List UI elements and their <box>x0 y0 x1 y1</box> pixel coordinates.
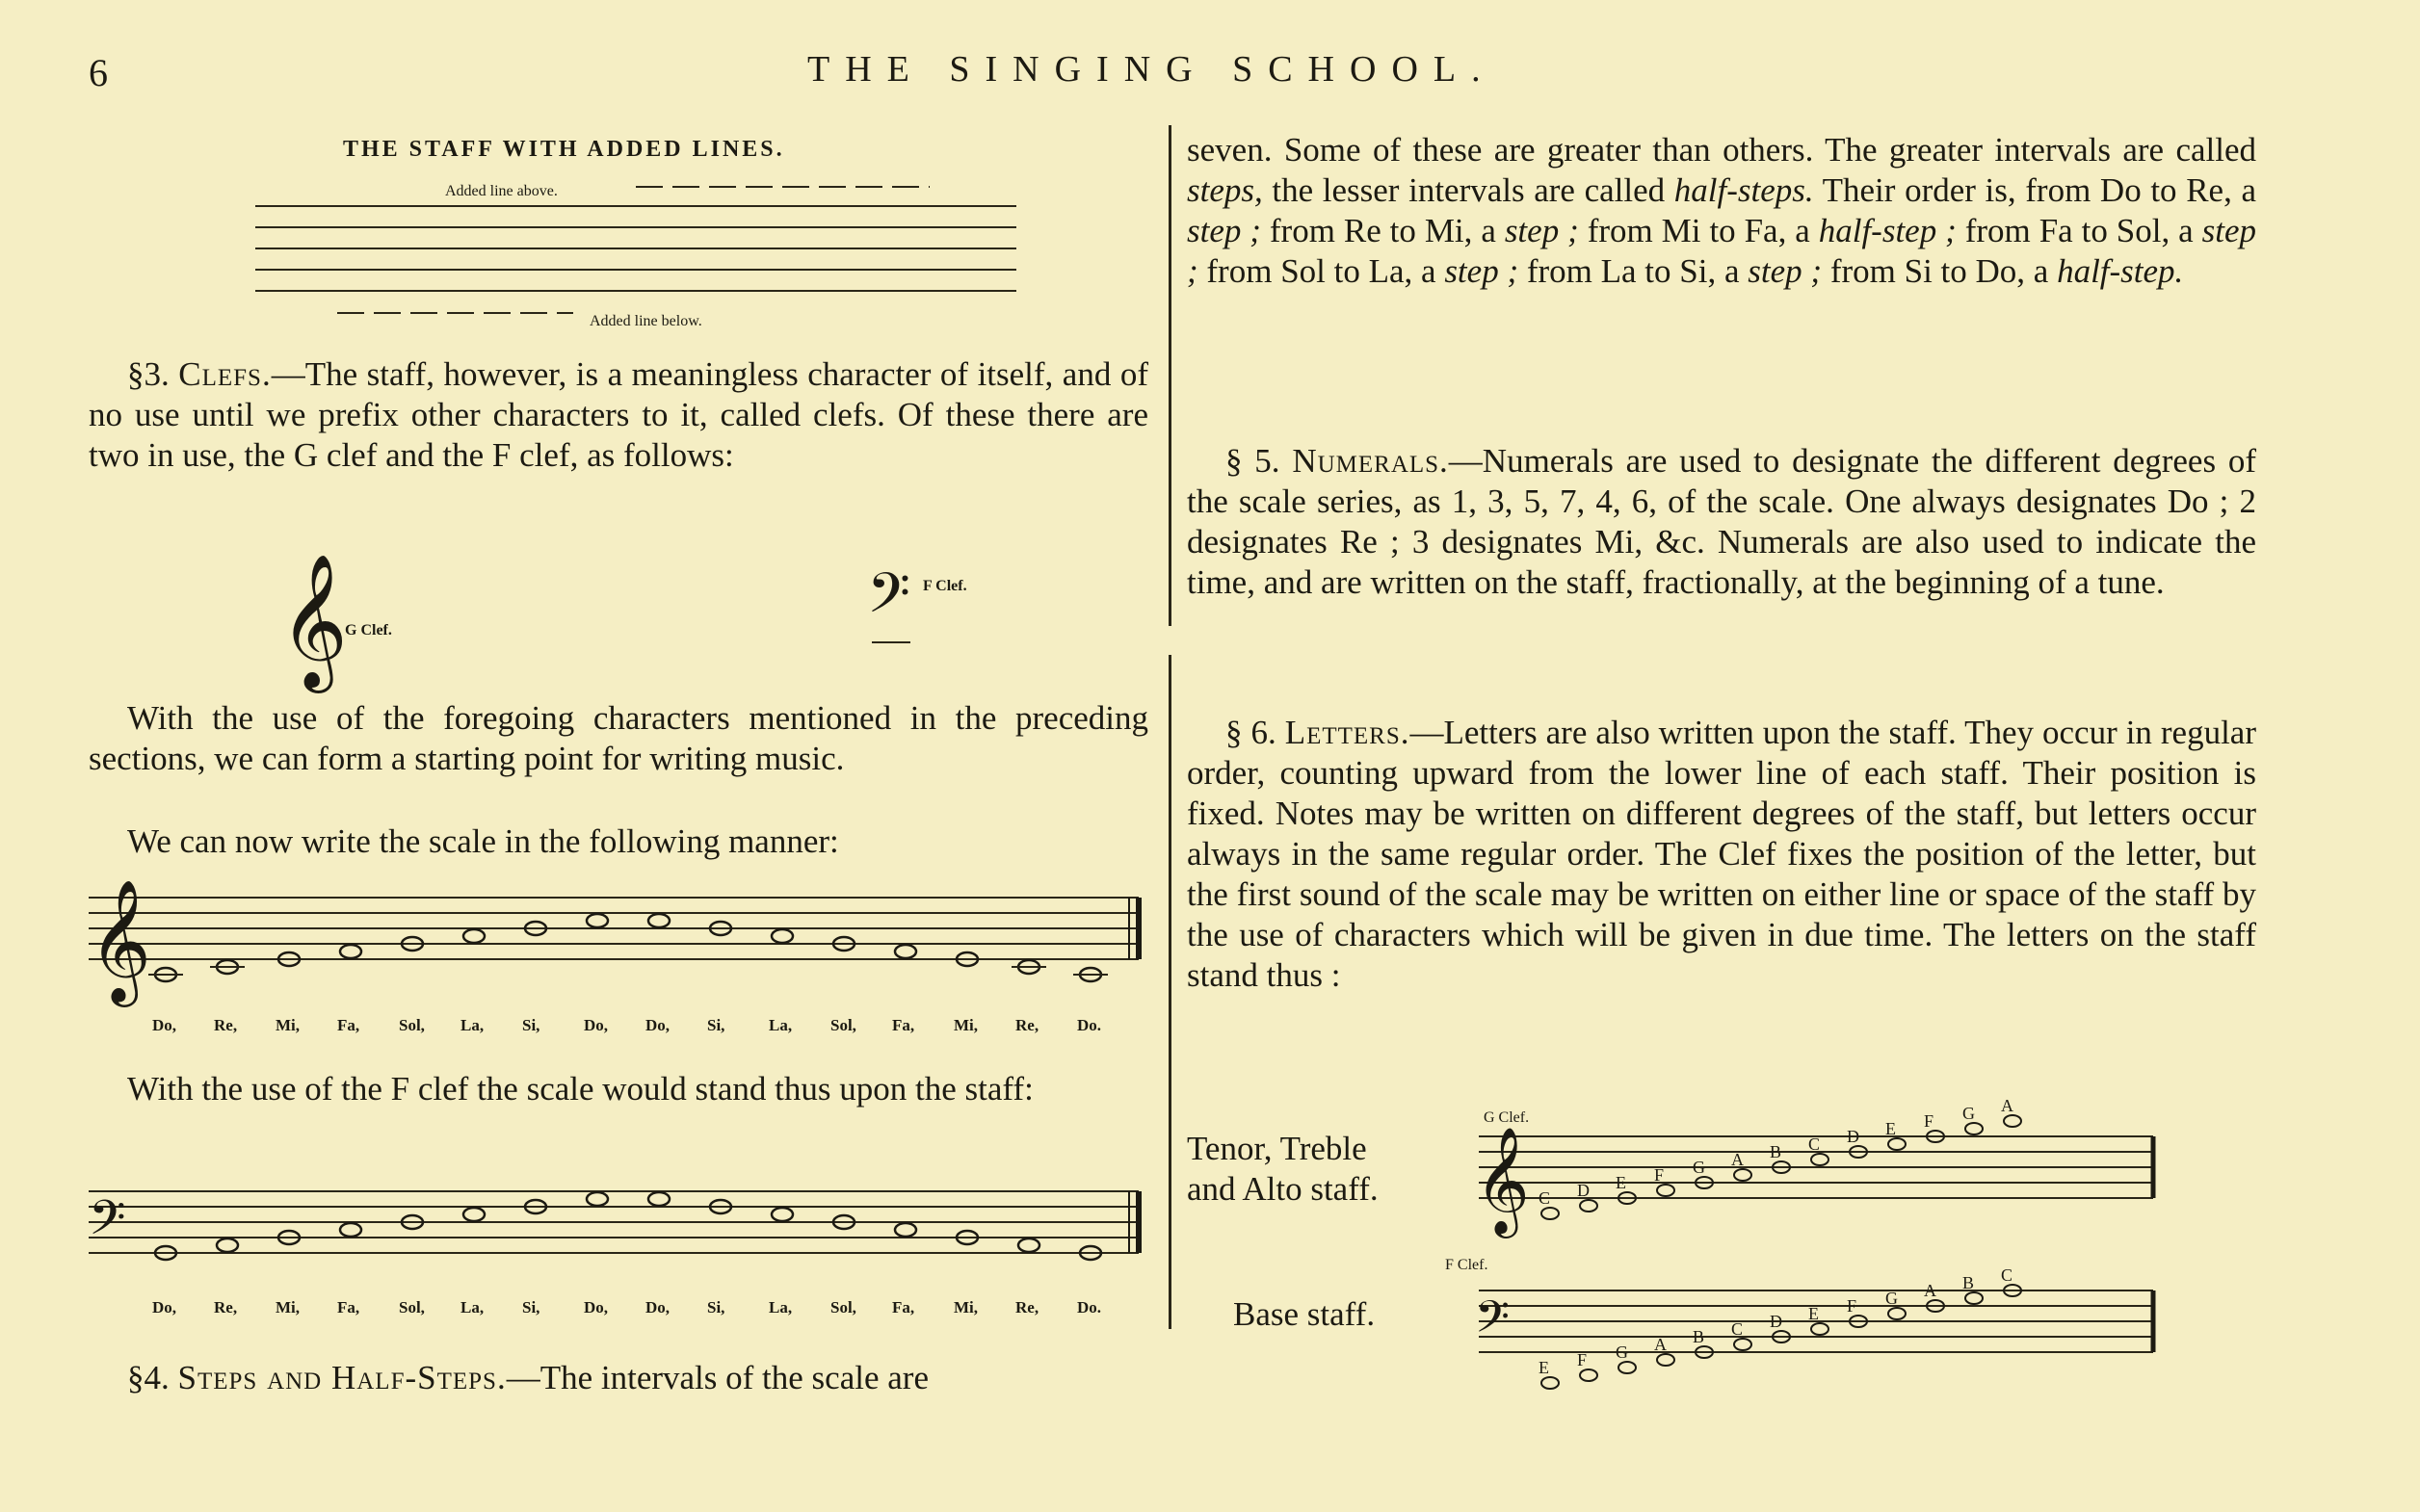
column-divider <box>1169 125 1171 626</box>
scale-syllable: Fa, <box>337 1298 360 1316</box>
letter-note <box>1734 1169 1751 1181</box>
term-steps: steps, <box>1187 171 1263 209</box>
staff-letter: C <box>1539 1188 1551 1208</box>
scale-syllable: Do, <box>584 1298 609 1316</box>
g-clef-small-label: G Clef. <box>1484 1109 1530 1126</box>
section-4-num: §4. <box>127 1359 170 1396</box>
section-4-continued <box>1187 130 2256 292</box>
para-text: from Fa to Sol, a <box>1956 212 2202 249</box>
term-step: step ; <box>1748 252 1823 290</box>
scale-syllable: Sol, <box>399 1298 425 1316</box>
scale-note <box>1018 1238 1039 1252</box>
staff-letter: A <box>1924 1281 1936 1300</box>
scale-syllable: Fa, <box>337 1016 360 1034</box>
para-text: from Re to Mi, a <box>1260 212 1505 249</box>
staff-letter: G <box>1693 1158 1705 1177</box>
letters-treble-staff <box>1440 1096 2172 1242</box>
staff-letter: F <box>1654 1165 1665 1185</box>
letter-note <box>1618 1362 1636 1373</box>
scale-syllable: La, <box>460 1016 485 1034</box>
scale-note <box>648 914 670 927</box>
staff-letter: E <box>1808 1304 1819 1323</box>
para-text: from Sol to La, a <box>1197 252 1445 290</box>
column-divider-lower <box>1169 655 1171 1329</box>
g-clef-illustration <box>279 554 356 689</box>
letter-note <box>1657 1354 1674 1366</box>
scale-syllable: La, <box>769 1016 793 1034</box>
scale-note <box>463 1208 485 1221</box>
clef-icon: 𝄞 <box>1475 1126 1530 1234</box>
scale-syllable: La, <box>460 1298 485 1316</box>
g-clef-label: G Clef. <box>345 622 392 639</box>
staff-letter: E <box>1539 1358 1549 1377</box>
letter-note <box>1965 1123 1983 1134</box>
term-step: step ; <box>1444 252 1519 290</box>
section-5-title: Numerals. <box>1292 442 1449 480</box>
section-5-text: —Numerals are used to designate the different degrees of the scale series, as 1, 3, 5, 7, 4, 6, of the scale. One always designates Do ; 2 designates Re ; 3 designates Mi, &c. Numerals are also used to indicate the time, and are written on the staff, fractionally, at the beginning of a tune. <box>1187 442 2257 601</box>
scale-syllable: Re, <box>1015 1298 1039 1316</box>
tenor-staff-label <box>1187 1129 1476 1210</box>
scale-note <box>648 1192 670 1206</box>
staff-letter: B <box>1693 1327 1705 1346</box>
letter-note <box>1811 1323 1828 1335</box>
scale-syllable: Re, <box>214 1298 238 1316</box>
section-4-text: —The intervals of the scale are <box>506 1359 929 1396</box>
scale-syllable: Do, <box>152 1016 177 1034</box>
tenor-label-line1: Tenor, Treble <box>1187 1130 1367 1167</box>
staff-letter: A <box>1654 1335 1667 1354</box>
section-6-num: § 6. <box>1225 714 1276 751</box>
base-staff-label: Base staff. <box>1233 1295 1376 1333</box>
section-3-text: —The staff, however, is a meaningless character of itself, and of no use until we prefix other characters to it, called clefs. Of these there are two in use, the G clef and the F clef, as follows: <box>89 355 1149 474</box>
staff-letter: C <box>2001 1265 2013 1285</box>
staff-letter: C <box>1731 1319 1744 1339</box>
letter-note <box>1580 1200 1597 1212</box>
section-5 <box>1187 441 2256 603</box>
scale-note <box>587 1192 608 1206</box>
letter-note <box>1541 1377 1559 1389</box>
scale-syllable: Si, <box>522 1298 540 1316</box>
scale-note <box>340 1223 361 1237</box>
staff-letter: E <box>1885 1119 1896 1138</box>
scale-syllable: Fa, <box>892 1016 915 1034</box>
paragraph-scale: We can now write the scale in the following manner: <box>127 822 839 860</box>
scale-note <box>587 914 608 927</box>
added-line-below-label: Added line below. <box>590 313 702 329</box>
scale-staff-g-clef <box>89 878 1153 1002</box>
section-3-title: Clefs. <box>178 355 272 393</box>
scale-syllable: Si, <box>522 1016 540 1034</box>
running-title: THE SINGING SCHOOL. <box>807 49 1496 90</box>
f-clef-label: F Clef. <box>923 578 967 594</box>
scale-syllable: Fa, <box>892 1298 915 1316</box>
scale-note <box>772 1208 793 1221</box>
staff-letter: G <box>1962 1104 1975 1123</box>
scale-note <box>772 929 793 943</box>
scale-syllable: Do, <box>645 1298 671 1316</box>
scale-syllable: Mi, <box>954 1298 979 1316</box>
para-text: from Si to Do, a <box>1822 252 2058 290</box>
staff-letter: B <box>1770 1142 1782 1161</box>
f-clef-illustration <box>867 560 925 660</box>
staff-heading: THE STAFF WITH ADDED LINES. <box>343 137 785 162</box>
page-number: 6 <box>89 51 108 94</box>
staff-letter: F <box>1577 1350 1588 1369</box>
letter-note <box>2004 1115 2021 1127</box>
staff-letter: B <box>1962 1273 1975 1292</box>
scale-syllable: La, <box>769 1298 793 1316</box>
para-text: from La to Si, a <box>1518 252 1749 290</box>
staff-letter: G <box>1616 1343 1628 1362</box>
scale-staff-f-clef <box>89 1180 1153 1295</box>
scale-syllable: Do. <box>1077 1298 1102 1316</box>
scale-syllable: Re, <box>214 1016 238 1034</box>
term-step: step ; <box>1187 212 2256 290</box>
section-4 <box>127 1358 1158 1398</box>
scale-syllable: Si, <box>707 1298 725 1316</box>
term-half-step: half-step ; <box>1818 212 1957 249</box>
staff-letter: E <box>1616 1173 1626 1192</box>
scale-syllable: Sol, <box>830 1298 856 1316</box>
letters-bass-staff <box>1440 1262 2172 1396</box>
paragraph-foregoing: With the use of the foregoing characters mentioned in the preceding sections, we can form a starting point for writing music. <box>89 699 1148 777</box>
term-half-steps: half-steps. <box>1673 171 1814 209</box>
para-text: seven. Some of these are greater than others. The greater intervals are called <box>1187 131 2256 169</box>
staff-letter: A <box>1731 1150 1744 1169</box>
paragraph-f-clef: With the use of the F clef the scale would stand thus upon the staff: <box>127 1070 1034 1108</box>
section-3-num: §3. <box>127 355 170 393</box>
svg-text:𝄢: 𝄢 <box>867 560 911 639</box>
added-line-above-label: Added line above. <box>445 183 558 199</box>
section-6-text: —Letters are also written upon the staff. They occur in regular order, counting upward from the lower line of each staff. Their position is fixed. Notes may be written on different degrees of the staff, but letters occur always in the same regular order. The Clef fixes the position of the letter, but the first sound of the scale may be written on either line or space of the staff by the use of characters which will be given in due time. The letters on the staff stand thus : <box>1187 714 2256 994</box>
scale-note <box>463 929 485 943</box>
section-4-title: Steps and Half-Steps. <box>177 1359 507 1396</box>
scale-syllable: Si, <box>707 1016 725 1034</box>
staff-letter: A <box>2001 1096 2013 1115</box>
scale-note <box>895 1223 916 1237</box>
term-half-step: half-step. <box>2057 252 2184 290</box>
section-3 <box>89 354 1148 476</box>
scale-syllable: Sol, <box>399 1016 425 1034</box>
staff-letter: G <box>1885 1289 1898 1308</box>
staff-letter: C <box>1808 1134 1821 1154</box>
staff-letter: F <box>1924 1111 1934 1131</box>
staff-letter: D <box>1577 1181 1590 1200</box>
para-text: Their order is, from Do to Re, a <box>1813 171 2256 209</box>
scale-syllable: Do, <box>152 1298 177 1316</box>
scale-syllable: Re, <box>1015 1016 1039 1034</box>
scale-syllable: Do, <box>584 1016 609 1034</box>
para-text: from Mi to Fa, a <box>1578 212 1819 249</box>
clef-icon: 𝄞 <box>89 878 152 1002</box>
section-5-num: § 5. <box>1225 442 1280 480</box>
scale-note <box>340 945 361 958</box>
scale-syllable: Do. <box>1077 1016 1102 1034</box>
scale-syllable: Mi, <box>954 1016 979 1034</box>
staff-letter: D <box>1770 1312 1782 1331</box>
letter-note <box>1888 1308 1906 1319</box>
letter-note <box>1965 1292 1983 1304</box>
scale-syllable: Mi, <box>276 1298 301 1316</box>
letter-note <box>1888 1138 1906 1150</box>
letter-note <box>1541 1208 1559 1219</box>
tenor-label-line2: and Alto staff. <box>1187 1170 1379 1208</box>
staff-letter: F <box>1847 1296 1857 1316</box>
section-6-title: Letters. <box>1284 714 1410 751</box>
letter-note <box>1734 1339 1751 1350</box>
letter-note <box>1657 1185 1674 1196</box>
scale-syllable: Do, <box>645 1016 671 1034</box>
letter-note <box>1580 1369 1597 1381</box>
scale-note <box>895 945 916 958</box>
added-lines-staff <box>255 183 1016 318</box>
section-6 <box>1187 713 2256 996</box>
svg-text:𝄞: 𝄞 <box>279 554 348 688</box>
scale-note <box>217 1238 238 1252</box>
scale-syllable: Sol, <box>830 1016 856 1034</box>
staff-letter: D <box>1847 1127 1859 1146</box>
clef-icon: 𝄢 <box>1475 1291 1511 1354</box>
letter-note <box>1811 1154 1828 1165</box>
term-step: step ; <box>1504 212 1579 249</box>
para-text: the lesser intervals are called <box>1262 171 1674 209</box>
clef-icon: 𝄢 <box>89 1190 126 1258</box>
term-step: step ; <box>1187 212 1261 249</box>
f-clef-small-label: F Clef. <box>1445 1257 1488 1273</box>
scale-syllable: Mi, <box>276 1016 301 1034</box>
